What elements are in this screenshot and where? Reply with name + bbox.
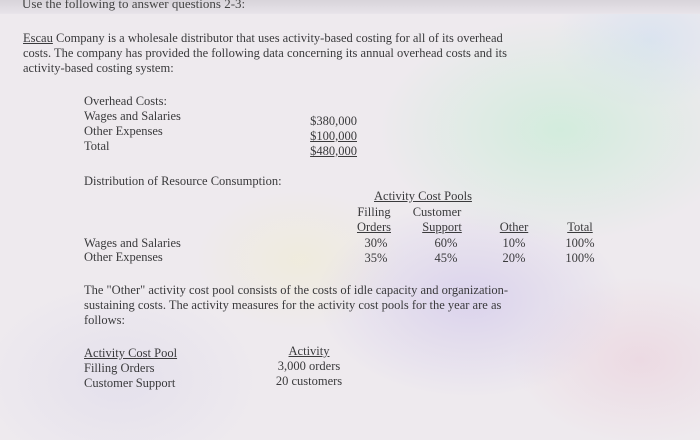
header-strip [0,0,700,14]
dist-wages-filling: 30% [364,236,388,250]
note-line-1: The "Other" activity cost pool consists of the costs of idle capacity and organization- [84,283,509,297]
distribution-heading: Distribution of Resource Consumption: [84,174,282,188]
instructions-header: Use the following to answer questions 2-3: [22,0,246,11]
col-filling-top: Filling [357,205,391,219]
dist-other-other: 20% [502,251,526,265]
dist-wages-total: 100% [565,236,595,250]
col-other: Other [499,220,529,234]
measures-pool-customer: Customer Support [84,376,176,390]
dist-other-filling: 35% [364,251,388,265]
company-name: Escau [23,31,53,45]
intro-line-3: activity-based costing system: [23,61,174,75]
activity-cost-pools-title: Activity Cost Pools [374,189,472,203]
measures-pool-filling: Filling Orders [84,361,155,375]
col-filling-bottom: Orders [356,220,391,234]
overhead-value-other: $100,000 [310,129,357,143]
intro-line-1 [23,31,503,46]
dist-row-label-wages: Wages and Salaries [84,236,181,250]
col-total: Total [567,220,593,234]
dist-other-customer: 45% [434,251,458,265]
note-line-2: sustaining costs. The activity measures for the activity cost pools for the year are as [84,298,502,312]
overhead-heading: Overhead Costs: [84,94,167,108]
overhead-value-wages: $380,000 [310,114,357,128]
overhead-label-wages: Wages and Salaries [84,109,181,123]
measures-col-activity: Activity [288,344,330,358]
overhead-label-other: Other Expenses [84,124,163,138]
dist-other-total: 100% [565,251,595,265]
intro-line-2: costs. The company has provided the following data concerning its annual overhead costs and its [23,46,508,60]
col-customer-top: Customer [412,205,462,219]
dist-wages-other: 10% [502,236,526,250]
measures-activity-customer: 20 customers [275,374,343,388]
dist-row-label-other: Other Expenses [84,250,163,264]
overhead-label-total: Total [84,139,110,153]
measures-activity-filling: 3,000 orders [277,359,341,373]
col-customer-bottom: Support [422,220,462,234]
note-line-3: follows: [84,313,125,327]
measures-col-pool: Activity Cost Pool [84,346,178,360]
overhead-value-total: $480,000 [310,144,357,158]
dist-wages-customer: 60% [434,236,458,250]
intro-line-1-rest: Company is a wholesale distributor that uses activity-based costing for all of its overhead [52,31,503,45]
